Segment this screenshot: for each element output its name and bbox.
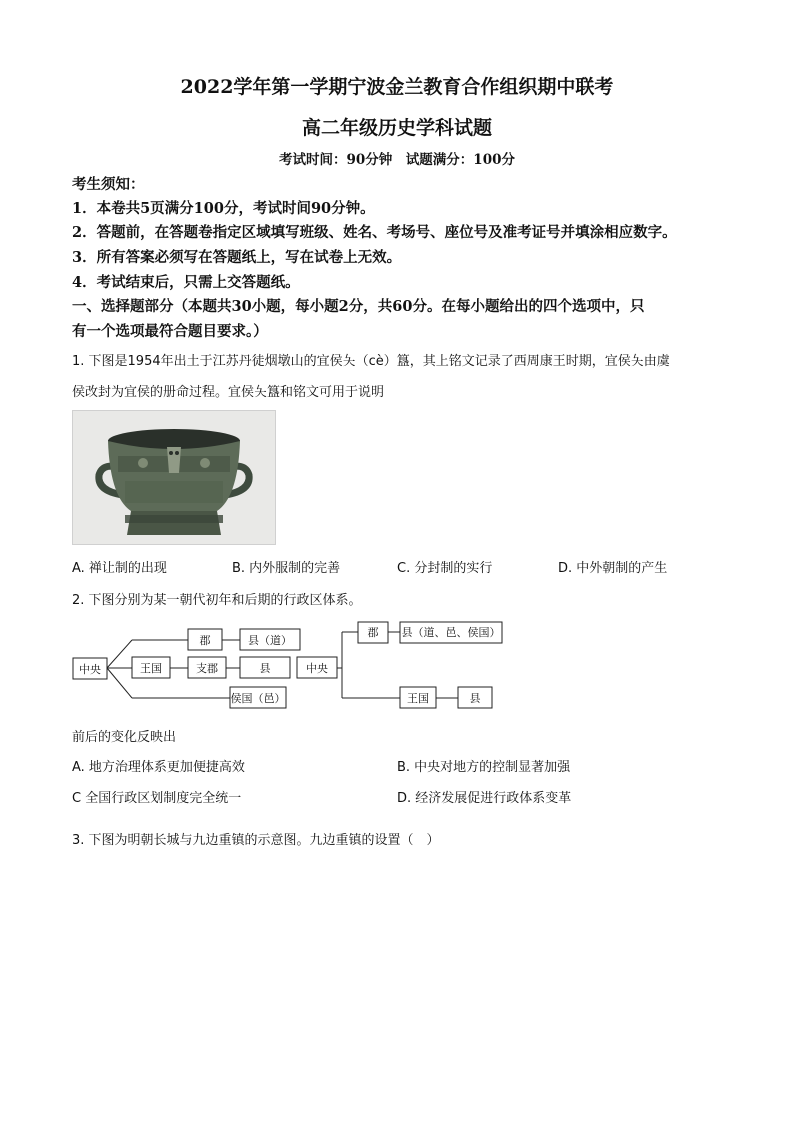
notice-item-2: 2．答题前，在答题卷指定区域填写班级、姓名、考场号、座位号及准考证号并填涂相应数字。 (72, 224, 677, 241)
q1-stem-line-2: 侯改封为宜侯的册命过程。宜侯夨簋和铭文可用于说明 (72, 385, 385, 400)
left-xian-label: 县 (259, 662, 271, 675)
right-xian-label: 县 (469, 692, 481, 705)
q2-option-b: B. 中央对地方的控制显著加强 (397, 760, 571, 775)
right-xian-multi-label: 县（道、邑、侯国） (401, 626, 501, 639)
bronze-gui-photo (72, 410, 276, 545)
q3-stem: 3. 下图为明朝长城与九边重镇的示意图。九边重镇的设置（ ） (72, 833, 440, 848)
q2-stem: 2. 下图分别为某一朝代初年和后期的行政区体系。 (72, 593, 362, 608)
notice-item-4: 4．考试结束后，只需上交答题纸。 (72, 274, 300, 291)
section-1-line-2: 有一个选项最符合题目要求。） (72, 323, 268, 340)
q2-lead: 前后的变化反映出 (72, 730, 177, 745)
q1-option-d: D. 中外朝制的产生 (558, 561, 668, 576)
notice-heading: 考生须知： (72, 176, 145, 193)
q2-option-c: C 全国行政区划制度完全统一 (72, 791, 242, 806)
q1-option-b: B. 内外服制的完善 (232, 561, 341, 576)
admin-system-diagram (70, 618, 510, 714)
right-center-label: 中央 (306, 662, 328, 675)
left-zhijun-label: 支郡 (196, 662, 218, 675)
q2-option-a: A. 地方治理体系更加便捷高效 (72, 760, 245, 775)
left-houguo-label: 侯国（邑） (230, 692, 286, 705)
q1-option-c: C. 分封制的实行 (397, 561, 493, 576)
right-jun-label: 郡 (367, 626, 379, 639)
exam-subtitle: 高二年级历史学科试题 (301, 117, 492, 139)
left-center-label: 中央 (79, 663, 101, 676)
left-jun-label: 郡 (199, 634, 211, 647)
notice-item-1: 1．本卷共5页满分100分，考试时间90分钟。 (72, 200, 375, 217)
notice-item-3: 3．所有答案必须写在答题纸上，写在试卷上无效。 (72, 249, 402, 266)
section-1-line-1: 一、选择题部分（本题共30小题，每小题2分，共60分。在每小题给出的四个选项中，只 (72, 298, 645, 315)
exam-title: 2022学年第一学期宁波金兰教育合作组织期中联考 (180, 76, 614, 98)
q1-stem-line-1: 1. 下图是1954年出土于江苏丹徒烟墩山的宜侯夨（cè）簋，其上铭文记录了西周康王时期，宜侯夨由虞 (72, 354, 670, 369)
left-wangguo-label: 王国 (140, 662, 162, 675)
q1-option-a: A. 禅让制的出现 (72, 561, 167, 576)
exam-meta: 考试时间：90分钟 试题满分：100分 (279, 152, 515, 168)
q2-option-d: D. 经济发展促进行政体系变革 (397, 791, 572, 806)
left-xian-dao-label: 县（道） (248, 634, 292, 647)
right-wangguo-label: 王国 (407, 692, 429, 705)
